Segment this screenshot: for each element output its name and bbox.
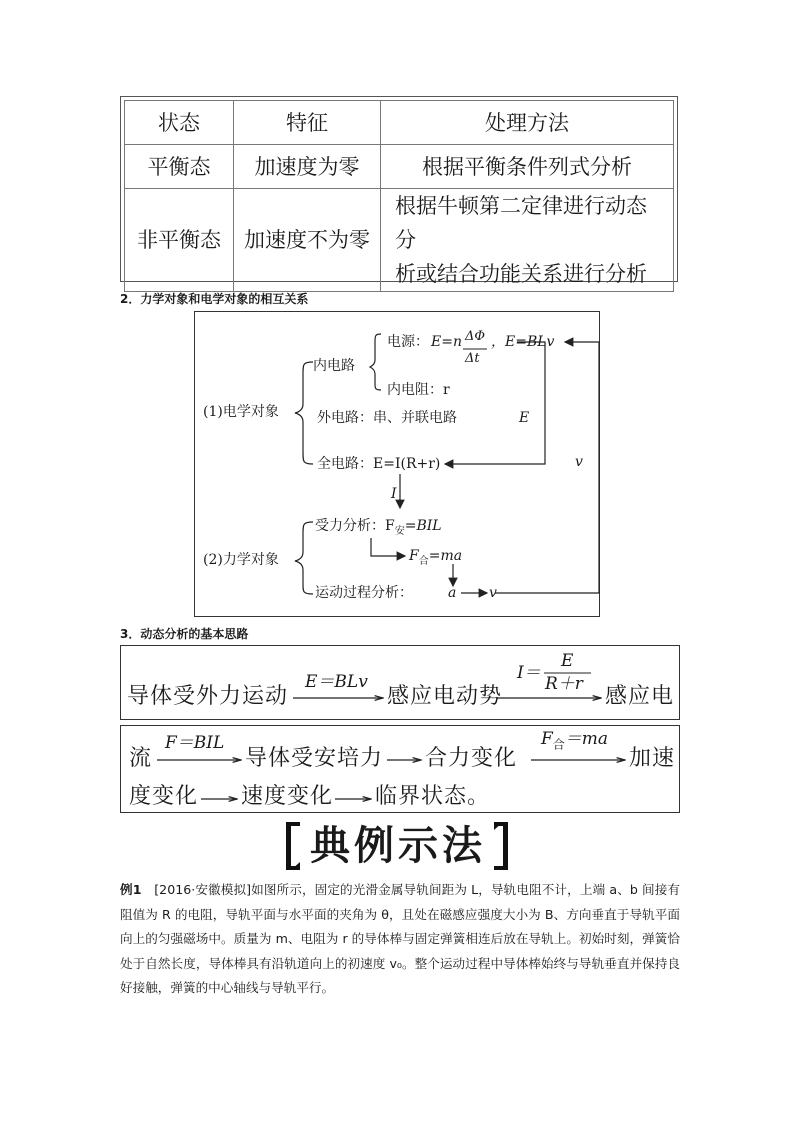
brace-electric bbox=[295, 362, 313, 464]
arrow-force bbox=[371, 538, 405, 556]
fnet-tail: =ma bbox=[428, 548, 463, 564]
motion-analysis: 运动过程分析： bbox=[315, 585, 413, 601]
flow-text: 感应电动势 bbox=[387, 684, 503, 709]
example-text: [2016·安徽模拟]如图所示，固定的光滑金属导轨间距为 L，导轨电阻不计，上端 a、b 间接有阻值为 R 的电阻，导轨平面与水平面的夹角为 θ，且处在磁感应强度大小为 B、方向垂直于导轨平面向上的匀强磁场中。质量为 m、电阻为 r 的导体棒与固定弹簧相连后放在导轨上。初始时刻，弹簧恰处于自然长度，导体棒具有沿轨道向上的初速度 v₀。整个运动过程中导体棒始终与导轨垂直并保持良好接触，弹簧的中心轴线与导轨平行。 bbox=[120, 882, 680, 996]
table-cell: 非平衡态 bbox=[125, 189, 234, 292]
table-header: 状态 bbox=[125, 101, 234, 145]
brace-inner bbox=[370, 334, 381, 390]
example-banner bbox=[282, 818, 512, 874]
flow-text: 感应电 bbox=[605, 684, 675, 709]
flow-text: 合力变化 bbox=[425, 746, 518, 771]
fnet-formula bbox=[409, 548, 462, 570]
section-heading-3: 3．动态分析的基本思路 bbox=[120, 627, 249, 641]
mech-object-label: (2)力学对象 bbox=[203, 552, 279, 568]
flow-text: 加速 bbox=[629, 746, 676, 771]
example-paragraph bbox=[120, 878, 680, 1001]
arrow-v-loop bbox=[495, 342, 599, 593]
label-e: E bbox=[519, 410, 530, 426]
source-label: 电源： bbox=[387, 334, 429, 350]
arrow4-sub: 合 bbox=[552, 737, 565, 752]
table-header: 特征 bbox=[234, 101, 381, 145]
fnet-sub: 合 bbox=[418, 555, 429, 567]
state-table-grid bbox=[124, 100, 674, 292]
flow-arrow-label: F＝BIL bbox=[165, 733, 225, 753]
brace-mech bbox=[295, 522, 313, 594]
table-header: 处理方法 bbox=[381, 101, 674, 145]
flow-frac-lhs: I＝ bbox=[517, 663, 541, 683]
table-cell-line: 析或结合功能关系进行分析 bbox=[395, 262, 647, 286]
flow-box-2 bbox=[120, 725, 680, 813]
flow-text: 度变化 bbox=[129, 784, 199, 809]
inner-circuit-label: 内电路 bbox=[313, 358, 355, 374]
force-tail: =BIL bbox=[404, 518, 442, 534]
fnet-f: F bbox=[409, 548, 419, 564]
flow-arrow-label bbox=[541, 730, 608, 753]
flow-text: 导体受外力运动 bbox=[127, 684, 289, 709]
example-label: 例1 bbox=[120, 882, 142, 897]
table-cell: 加速度为零 bbox=[234, 145, 381, 189]
flow-text: 流 bbox=[129, 746, 153, 771]
section-heading-2: 2．力学对象和电学对象的相互关系 bbox=[120, 292, 309, 306]
label-a: a bbox=[448, 585, 457, 601]
arrow4-f: F bbox=[541, 729, 553, 749]
inner-resistance: 内电阻：r bbox=[387, 382, 450, 398]
flow-text: 速度变化 bbox=[241, 784, 334, 809]
force-analysis-text: 受力分析：F bbox=[315, 518, 395, 534]
label-v2: v bbox=[489, 585, 497, 601]
table-cell: 平衡态 bbox=[125, 145, 234, 189]
state-table bbox=[120, 96, 678, 286]
flow-frac-num: E bbox=[561, 651, 574, 671]
full-circuit: 全电路：E=I(R+r) bbox=[317, 456, 441, 472]
label-i: I bbox=[391, 486, 397, 502]
flow-text: 临界状态。 bbox=[375, 784, 491, 809]
table-cell: 根据平衡条件列式分析 bbox=[381, 145, 674, 189]
arrow4-tail: ＝ma bbox=[564, 729, 609, 749]
table-cell: 加速度不为零 bbox=[234, 189, 381, 292]
delta-phi: ΔΦ bbox=[465, 329, 486, 344]
force-analysis bbox=[315, 518, 442, 540]
flow-arrow-label: E＝BLv bbox=[305, 672, 368, 692]
force-sub: 安 bbox=[394, 525, 405, 537]
banner-title: 典例示法 bbox=[310, 823, 486, 869]
flow-frac-den: R＋r bbox=[545, 674, 583, 694]
table-cell bbox=[381, 189, 674, 292]
table-cell-line: 根据牛顿第二定律进行动态分 bbox=[395, 194, 647, 252]
flow-box-1 bbox=[120, 645, 680, 720]
source-formula-tail: ，E=BLv bbox=[491, 334, 555, 350]
flow-text: 导体受安培力 bbox=[245, 746, 384, 771]
relationship-diagram bbox=[194, 311, 600, 617]
arrow-e-loop bbox=[445, 342, 545, 464]
label-v: v bbox=[575, 454, 583, 470]
delta-t: Δt bbox=[465, 351, 480, 366]
source-formula: E=n bbox=[431, 334, 462, 350]
electric-object-label: (1)电学对象 bbox=[203, 404, 279, 420]
outer-circuit: 外电路：串、并联电路 bbox=[317, 410, 457, 426]
